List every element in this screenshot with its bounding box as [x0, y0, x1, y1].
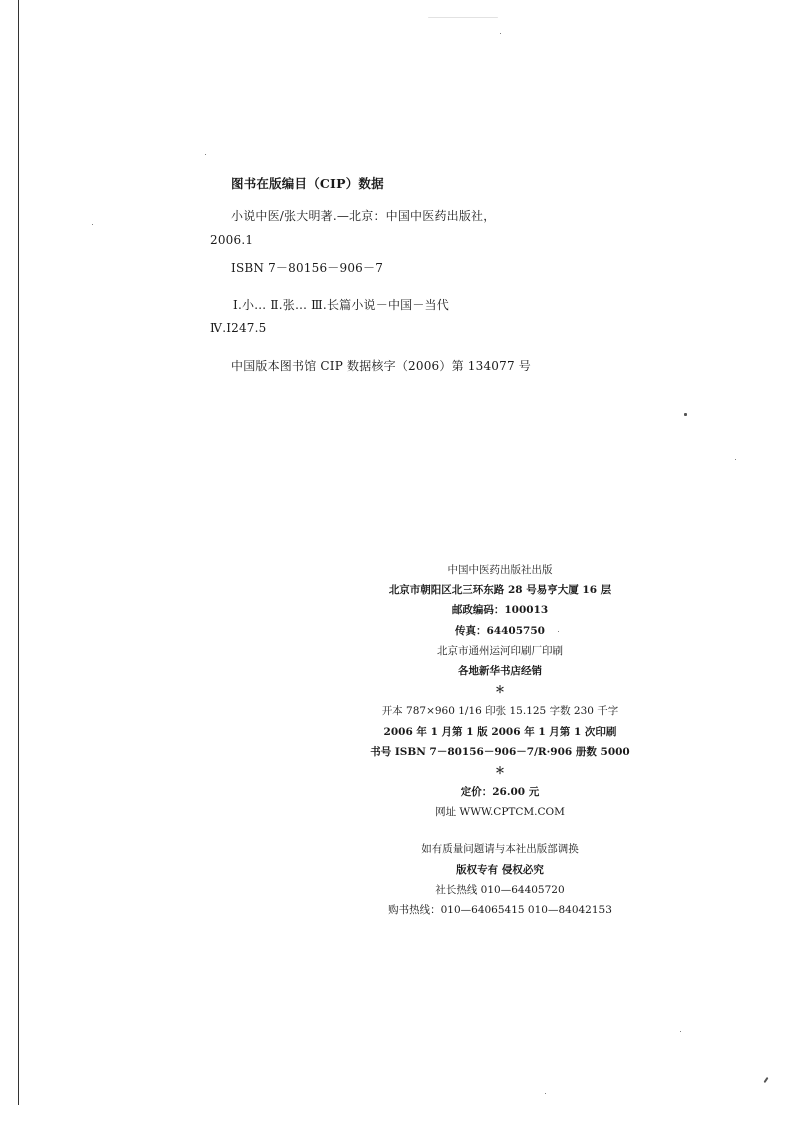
- imprint-edition: 2006 年 1 月第 1 版 2006 年 1 月第 1 次印刷: [383, 725, 617, 738]
- scan-speck: [684, 413, 687, 416]
- cip-classification-number: Ⅳ.I247.5: [210, 321, 267, 335]
- imprint-printer: 北京市通州运河印刷厂印刷: [437, 644, 563, 657]
- cip-isbn-line: ISBN 7－80156－906－7: [231, 261, 384, 275]
- imprint-copyright: 版权专有 侵权必究: [456, 863, 544, 876]
- spacer: [280, 822, 720, 839]
- cip-date-line: 2006.1: [210, 233, 254, 247]
- imprint-price: 定价：26.00 元: [460, 786, 540, 799]
- cip-record-number: 中国版本图书馆 CIP 数据核字（2006）第 134077 号: [231, 359, 532, 373]
- imprint-hotline: 社长热线 010—64405720: [435, 883, 565, 896]
- scan-speck: [763, 1077, 768, 1083]
- imprint-distributor: 各地新华书店经销: [458, 664, 542, 677]
- scan-speck: [500, 33, 501, 34]
- separator-star: ＊: [495, 685, 505, 697]
- imprint-postal-code: 邮政编码：100013: [451, 604, 549, 617]
- cip-classification-line: Ⅰ.小… Ⅱ.张… Ⅲ.长篇小说－中国－当代: [233, 298, 449, 312]
- scan-speck: [735, 459, 736, 460]
- imprint-publisher: 中国中医药出版社出版: [447, 564, 553, 576]
- scan-speck: [680, 1031, 681, 1032]
- imprint-book-number: 书号 ISBN 7－80156－906－7/R·906 册数 5000: [370, 745, 630, 758]
- scan-speck: [205, 154, 206, 155]
- scan-speck: [558, 631, 559, 632]
- scan-speck: [428, 17, 498, 18]
- scan-speck: [545, 1093, 546, 1094]
- imprint-quality-notice: 如有质量问题请与本社出版部调换: [421, 843, 579, 856]
- imprint-address: 北京市朝阳区北三环东路 28 号易亨大厦 16 层: [388, 584, 612, 597]
- imprint-website: 网址 WWW.CPTCM.COM: [435, 806, 565, 819]
- cip-title-line: 小说中医/张大明著.—北京：中国中医药出版社，: [231, 209, 496, 223]
- imprint-purchase-hotline: 购书热线：010—64065415 010—84042153: [388, 904, 612, 916]
- left-margin-line: [18, 0, 19, 1105]
- cip-heading: 图书在版编目（CIP）数据: [231, 176, 384, 191]
- imprint-block: [280, 560, 720, 920]
- separator-star: ＊: [495, 765, 505, 777]
- scan-speck: [92, 224, 93, 225]
- imprint-specs: 开本 787×960 1/16 印张 15.125 字数 230 千字: [381, 705, 619, 718]
- imprint-fax: 传真：64405750: [455, 624, 545, 637]
